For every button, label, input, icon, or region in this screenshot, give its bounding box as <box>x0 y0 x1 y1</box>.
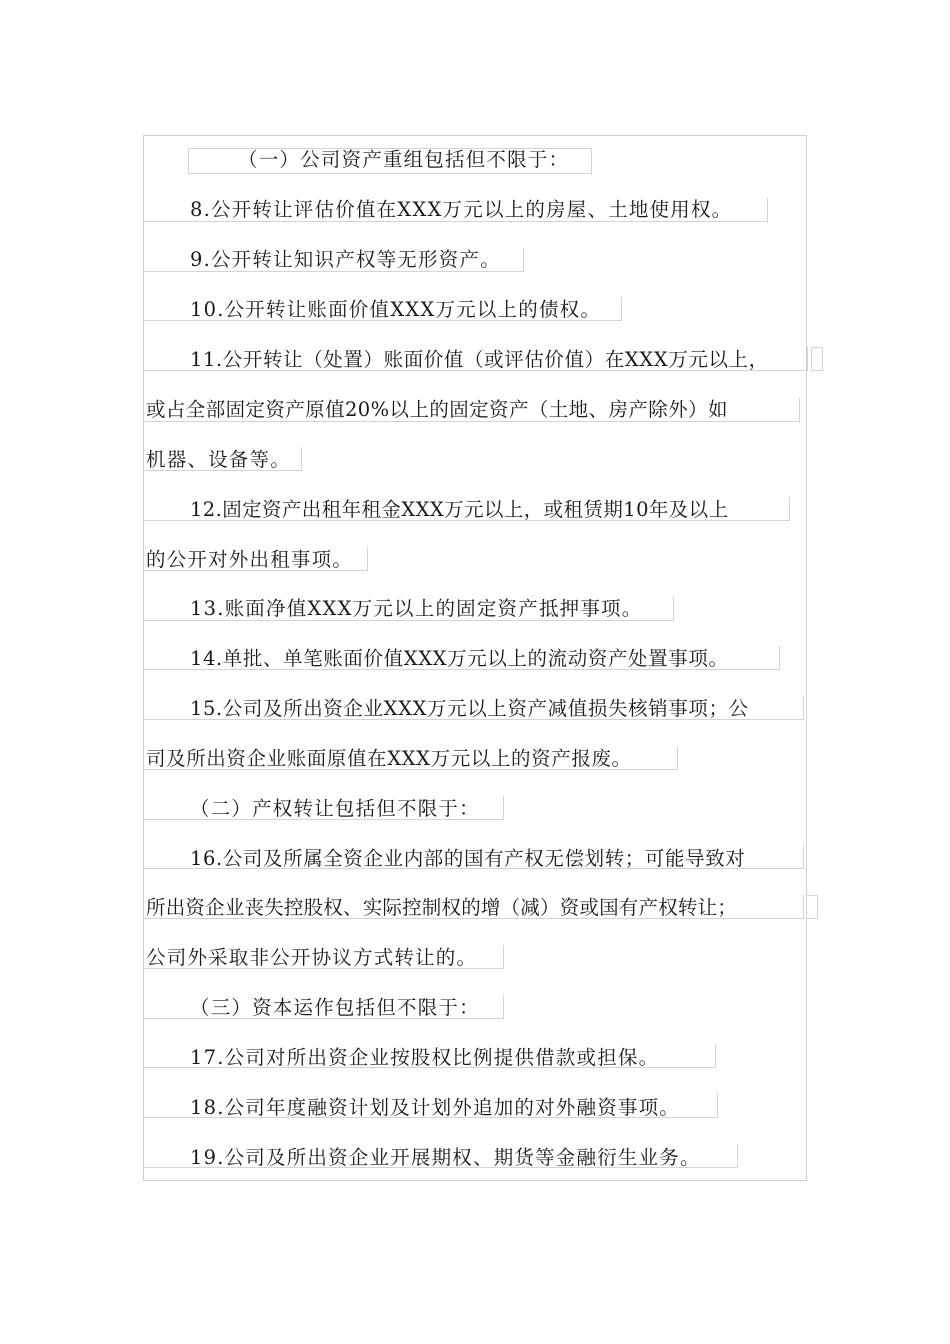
section-heading-asset-restructuring: （一）公司资产重组包括但不限于： <box>238 148 570 171</box>
paragraph-line: 所出资企业丧失控股权、实际控制权的增（减）资或国有产权转让； <box>146 896 738 919</box>
paragraph-line: 机器、设备等。 <box>146 448 291 471</box>
paragraph-line: 14.单批、单笔账面价值XXX万元以上的流动资产处置事项。 <box>190 647 729 670</box>
paragraph-line: 16.公司及所属全资企业内部的国有产权无偿划转；可能导致对 <box>190 847 746 870</box>
text-frame-mark <box>811 347 823 371</box>
paragraph-line: 13.账面净值XXX万元以上的固定资产抵押事项。 <box>190 597 643 620</box>
paragraph-line: 15.公司及所出资企业XXX万元以上资产减值损失核销事项；公 <box>190 697 749 720</box>
paragraph-line: 10.公开转让账面价值XXX万元以上的债权。 <box>190 298 602 321</box>
paragraph-line: 17.公司对所出资企业按股权比例提供借款或担保。 <box>190 1046 660 1069</box>
paragraph-line: 18.公司年度融资计划及计划外追加的对外融资事项。 <box>190 1096 681 1119</box>
text-frame-mark <box>806 895 818 919</box>
section-heading-capital-operation: （三）资本运作包括但不限于： <box>190 996 480 1019</box>
paragraph-line: 12.固定资产出租年租金XXX万元以上，或租赁期10年及以上 <box>190 498 729 521</box>
paragraph-line: 司及所出资企业账面原值在XXX万元以上的资产报废。 <box>146 747 632 770</box>
paragraph-line: 的公开对外出租事项。 <box>146 548 354 571</box>
section-heading-property-transfer: （二）产权转让包括但不限于： <box>190 797 480 820</box>
paragraph-line: 19.公司及所出资企业开展期权、期货等金融衍生业务。 <box>190 1146 701 1169</box>
paragraph-line: 11.公开转让（处置）账面价值（或评估价值）在XXX万元以上， <box>190 348 769 371</box>
paragraph-line: 8.公开转让评估价值在XXX万元以上的房屋、土地使用权。 <box>190 198 733 221</box>
paragraph-line: 9.公开转让知识产权等无形资产。 <box>190 248 501 271</box>
paragraph-line: 或占全部固定资产原值20%以上的固定资产（土地、房产除外）如 <box>146 398 728 421</box>
paragraph-line: 公司外采取非公开协议方式转让的。 <box>146 946 478 969</box>
